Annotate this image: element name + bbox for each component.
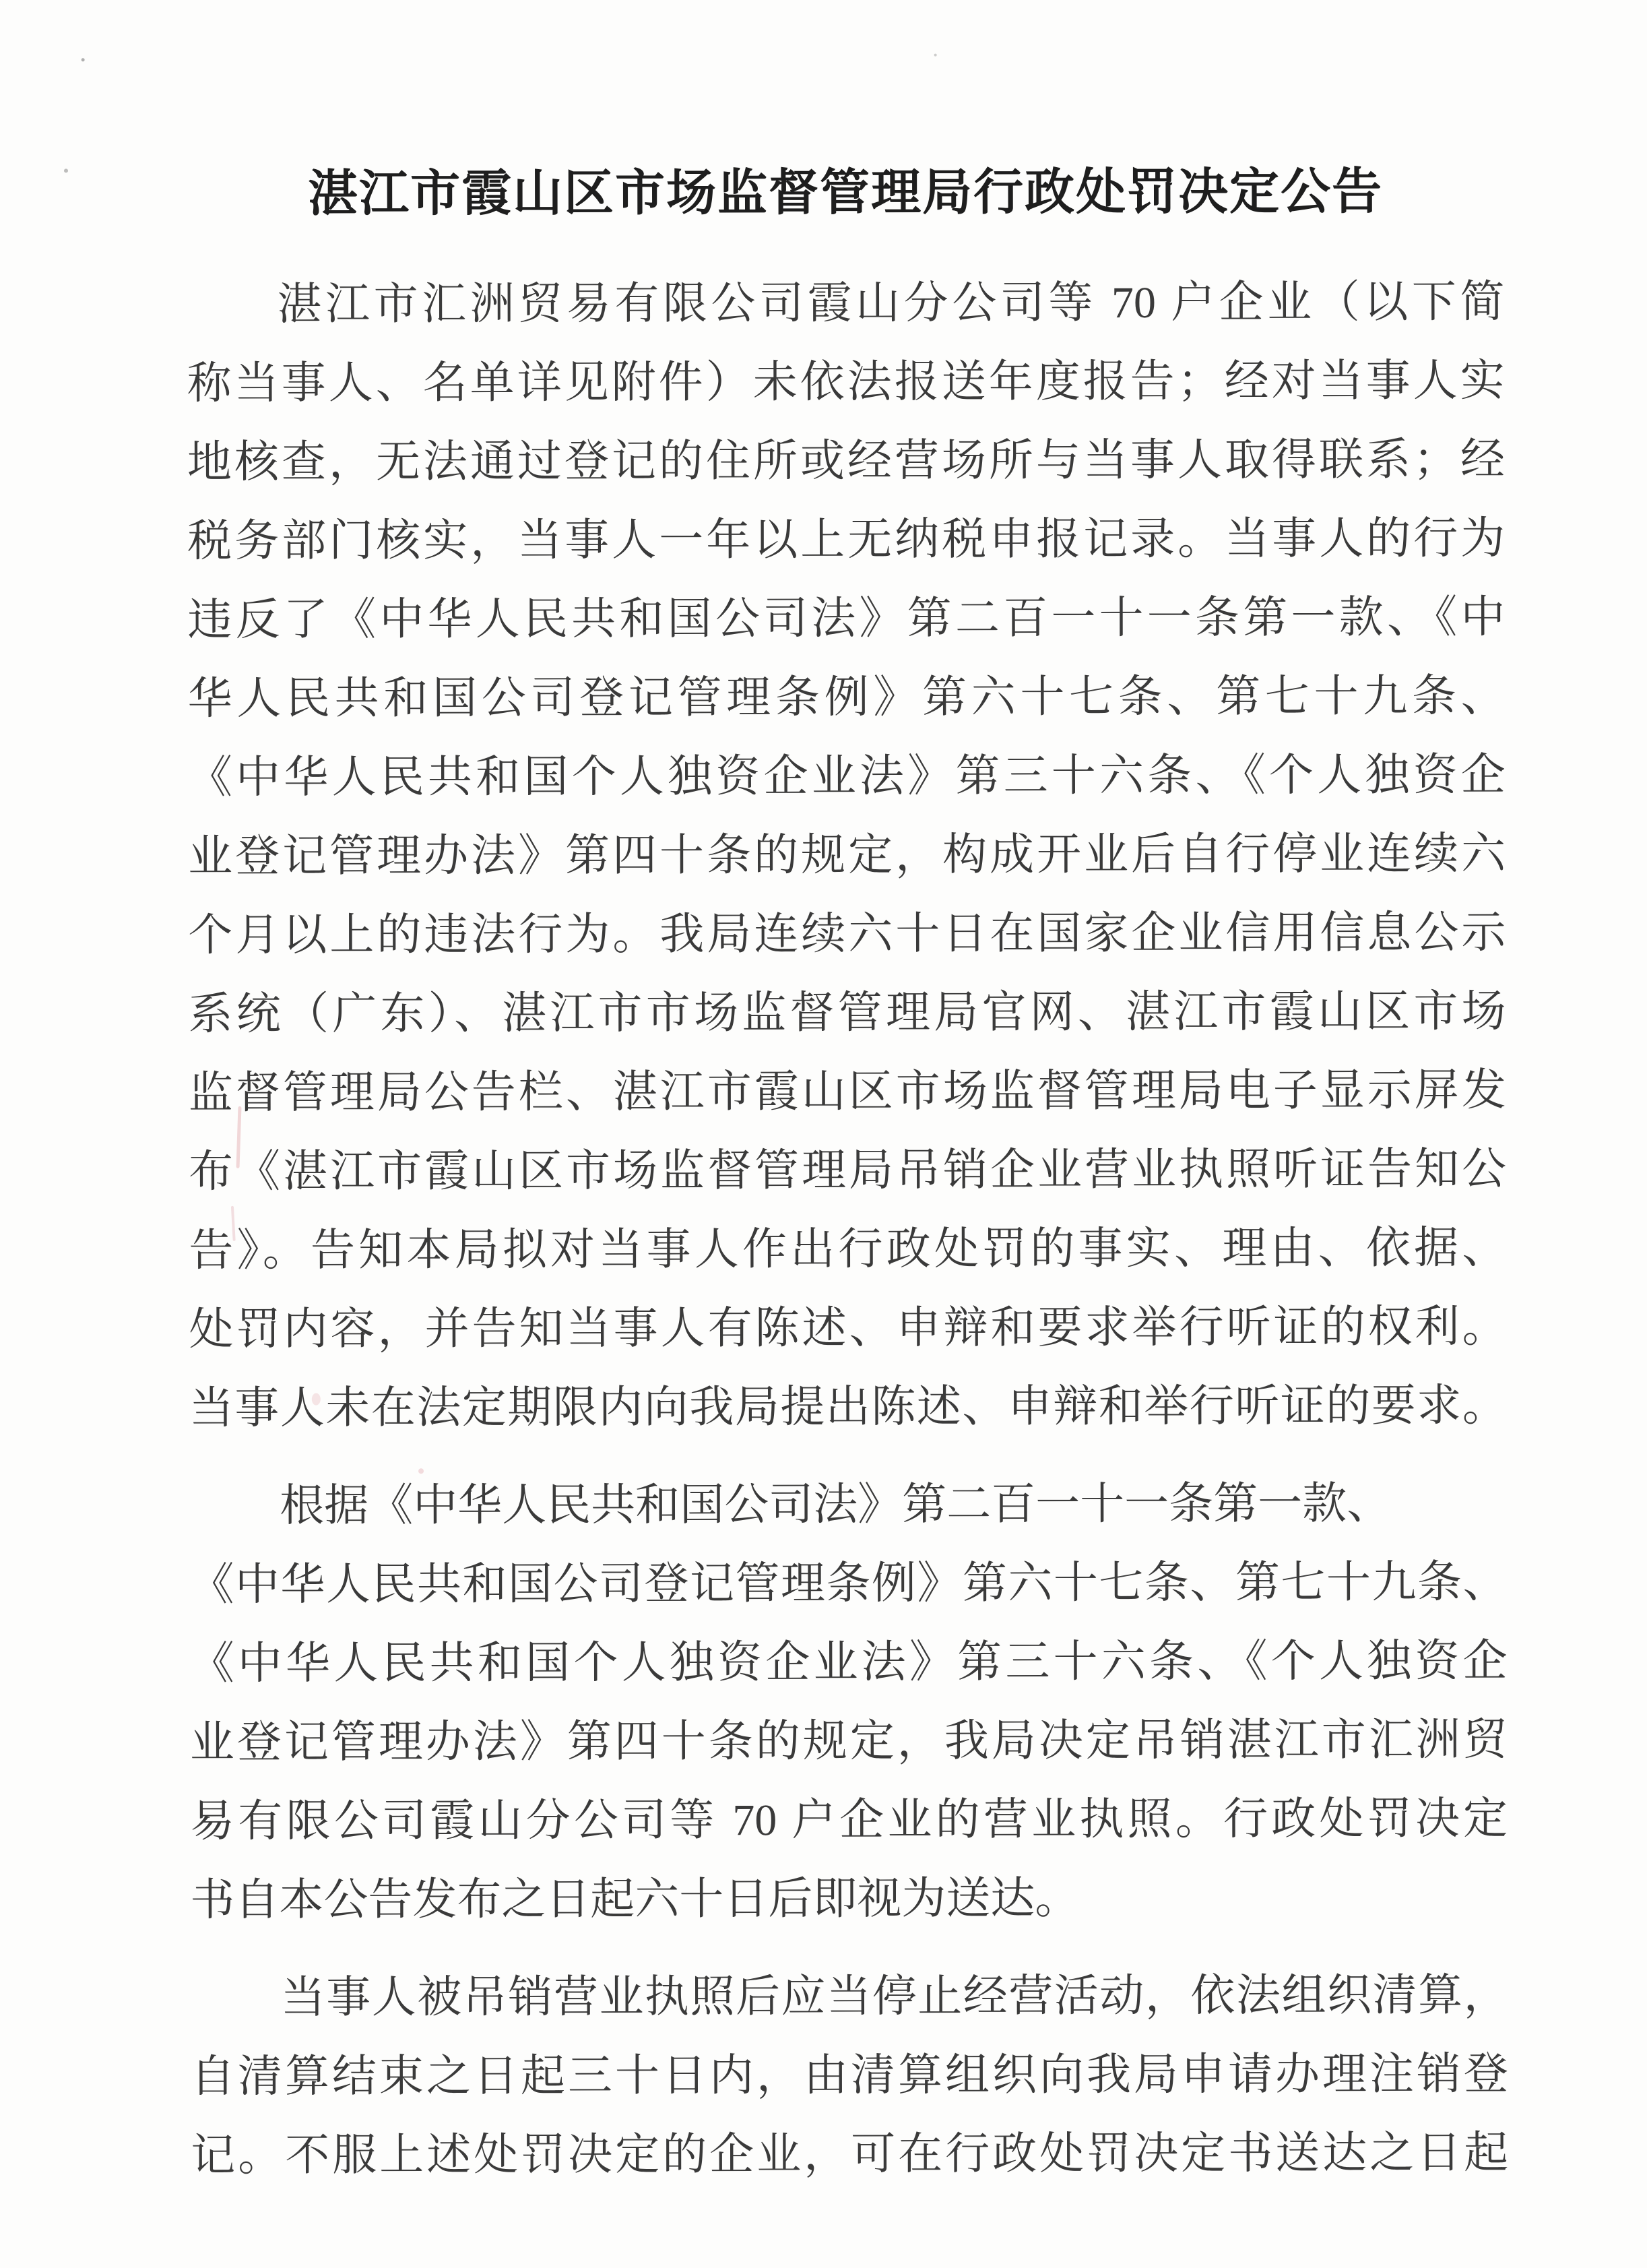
scan-speck (934, 54, 937, 57)
line-p1-2: 称当事人、名单详见附件）未依法报送年度报告；经对当事人实 (187, 356, 1505, 408)
line-p1-6: 华人民共和国公司登记管理条例》第六十七条、第七十九条、 (187, 671, 1506, 724)
line-p1-3: 地核查，无法通过登记的住所或经营场所与当事人取得联系；经 (187, 435, 1505, 487)
line-p1-7: 《中华人民共和国个人独资企业法》第三十六条、《个人独资企 (187, 750, 1506, 802)
line-p2-2: 《中华人民共和国公司登记管理条例》第六十七条、第七十九条、 (189, 1557, 1508, 1610)
line-p1-14: 处罚内容，并告知当事人有陈述、申辩和要求举行听证的权利。 (189, 1302, 1507, 1354)
scan-speck (82, 58, 85, 61)
line-p1-13: 告》。告知本局拟对当事人作出行政处罚的事实、理由、依据、 (189, 1223, 1507, 1275)
line-p1-1: 湛江市汇洲贸易有限公司霞山分公司等 70 户企业（以下简 (277, 277, 1505, 329)
line-p2-1: 根据《中华人民共和国公司法》第二百一十一条第一款、 (280, 1479, 1392, 1531)
line-p1-5: 违反了《中华人民共和国公司法》第二百一十一条第一款、《中 (187, 592, 1506, 645)
line-p1-15: 当事人未在法定期限内向我局提出陈述、申辩和举行听证的要求。 (189, 1381, 1507, 1433)
line-p2-5: 易有限公司霞山分公司等 70 户企业的营业执照。行政处罚决定 (190, 1794, 1508, 1846)
scan-speck (64, 168, 68, 172)
line-p3-1: 当事人被吊销营业执照后应当停止经营活动，依法组织清算， (280, 1970, 1508, 2023)
scan-ink-smudge (312, 1393, 321, 1406)
line-p2-3: 《中华人民共和国个人独资企业法》第三十六条、《个人独资企 (189, 1636, 1508, 1689)
line-p1-11: 监督管理局公告栏、湛江市霞山区市场监督管理局电子显示屏发 (188, 1065, 1506, 1118)
line-p2-4: 业登记管理办法》第四十条的规定，我局决定吊销湛江市汇洲贸 (189, 1715, 1508, 1767)
line-p1-9: 个月以上的违法行为。我局连续六十日在国家企业信用信息公示 (188, 908, 1506, 960)
paragraph-2 (189, 1464, 1508, 1940)
line-p1-4: 税务部门核实，当事人一年以上无纳税申报记录。当事人的行为 (187, 513, 1506, 566)
line-p1-8: 业登记管理办法》第四十条的规定，构成开业后自行停业连续六 (188, 829, 1506, 881)
line-p3-3: 记。不服上述处罚决定的企业，可在行政处罚决定书送达之日起 (191, 2128, 1509, 2180)
paragraph-1 (187, 263, 1507, 1448)
document-title: 湛江市霞山区市场监督管理局行政处罚决定公告 (307, 163, 1384, 222)
line-p3-2: 自清算结束之日起三十日内，由清算组织向我局申请办理注销登 (190, 2049, 1509, 2102)
scan-ink-dot (418, 1468, 424, 1474)
paragraph-3 (191, 1956, 1509, 2195)
line-p1-10: 系统（广东）、湛江市市场监督管理局官网、湛江市霞山区市场 (188, 986, 1506, 1039)
document-body (187, 263, 1508, 2214)
line-p2-6: 书自本公告发布之日起六十日后即视为送达。 (190, 1874, 1080, 1925)
line-p1-12: 布《湛江市霞山区市场监督管理局吊销企业营业执照听证告知公 (189, 1144, 1507, 1197)
